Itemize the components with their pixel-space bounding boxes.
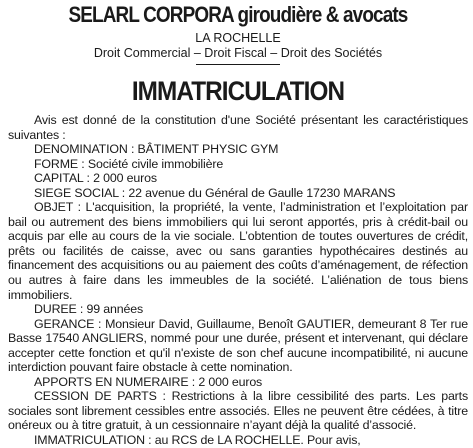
notice-apports: APPORTS EN NUMERAIRE : 2 000 euros bbox=[34, 374, 263, 389]
firm-city: LA ROCHELLE bbox=[195, 31, 281, 45]
notice-forme: FORME : Société civile immobilière bbox=[34, 156, 224, 171]
firm-specialties: Droit Commercial – Droit Fiscal – Droit des Sociétés bbox=[93, 46, 383, 60]
header-divider bbox=[196, 64, 280, 65]
notice-duree: DUREE : 99 années bbox=[34, 302, 144, 317]
firm-header bbox=[8, 2, 468, 65]
notice-capital: CAPITAL : 2 000 euros bbox=[34, 171, 157, 186]
notice-title: IMMATRICULATION bbox=[131, 76, 345, 106]
firm-name: SELARL CORPORA giroudière & avocats bbox=[68, 2, 408, 27]
notice-immatriculation: IMMATRICULATION : au RCS de LA ROCHELLE. Pour avis, bbox=[34, 433, 361, 448]
notice-body bbox=[8, 113, 468, 448]
notice-cession-de-parts: CESSION DE PARTS : Restrictions à la libre cessibilité des parts. Les parts sociales sont librement cessibles entre associés. Elles ne peuvent être cédées, à titre onéreux ou à titre gratuit, à un cessionnaire n’ayant déjà la qualité d’associé. bbox=[8, 389, 468, 433]
notice-objet: OBJET : L'acquisition, la propriété, la vente, l’administration et l’exploitation par bail ou autrement des biens immobiliers qui lui seront apportés, pris à crédit-bail ou acquis par elle au cours de la vie sociale. L’obtention de toutes ouvertures de crédit, prêts ou facilités de caisse, avec ou sans garanties hypothécaires destinés au financement des acquisitions ou au paiement des coûts d’aménagement, de réfection ou autres à faire dans les immeubles de la société. L’aliénation de tous biens immobiliers. bbox=[8, 200, 468, 302]
notice-gerance: GERANCE : Monsieur David, Guillaume, Benoît GAUTIER, demeurant 8 Ter rue Basse 17540 ANGLIERS, nommé pour une durée, présent et intervenant, qui déclare accepter cette fonction et qu'il n'existe de son chef aucune incompatibilité, ni aucune interdiction pouvant faire obstacle à cette nomination. bbox=[8, 316, 468, 375]
notice-siege-social: SIEGE SOCIAL : 22 avenue du Général de Gaulle 17230 MARANS bbox=[34, 185, 396, 200]
notice-denomination: DENOMINATION : BÂTIMENT PHYSIC GYM bbox=[34, 142, 279, 157]
notice-intro: Avis est donné de la constitution d'une Société présentant les caractéristiques suivantes : bbox=[8, 113, 468, 142]
